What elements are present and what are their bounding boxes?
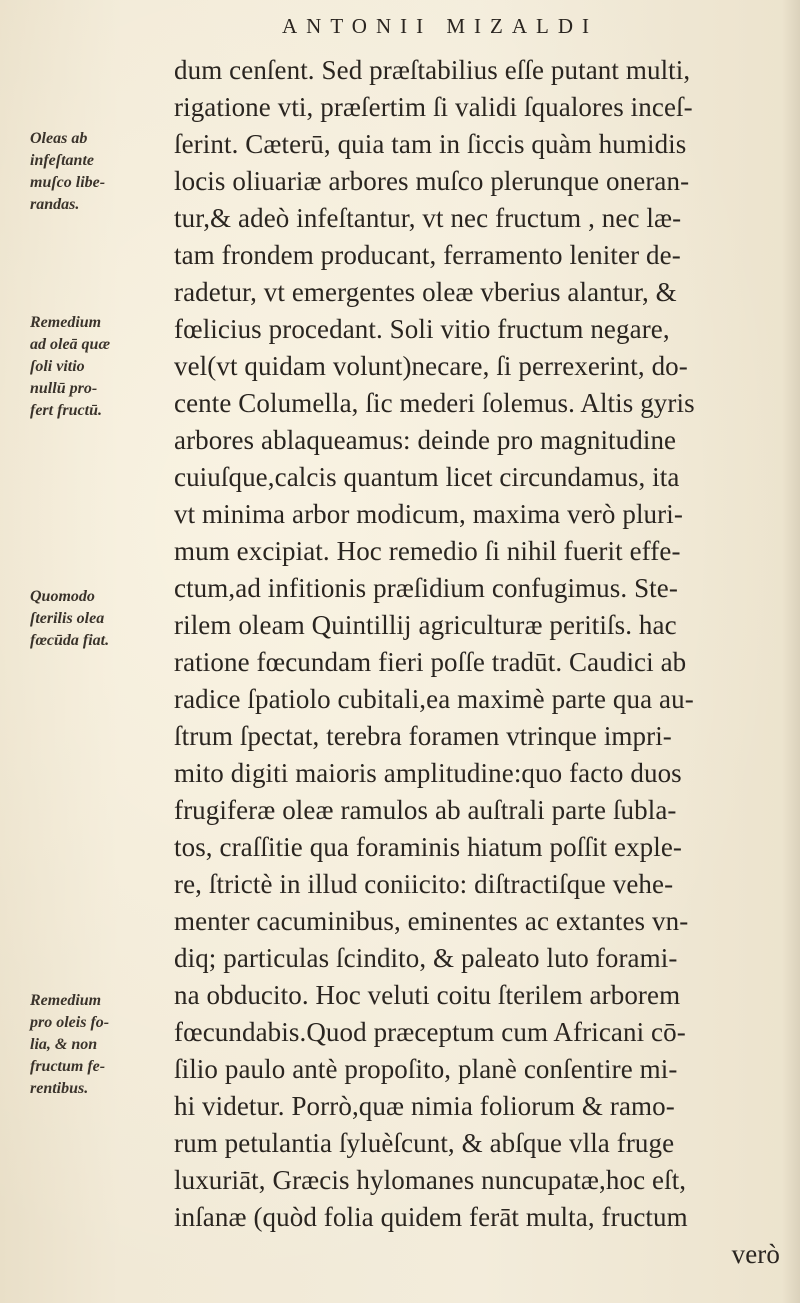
text-line: ſtrum ſpectat, terebra foramen vtrinque impri- bbox=[174, 721, 672, 751]
text-line: frugiferæ oleæ ramulos ab auſtrali parte ſubla- bbox=[174, 795, 677, 825]
text-line: luxuriāt, Græcis hylomanes nuncupatæ,hoc eſt, bbox=[174, 1165, 687, 1195]
text-line: hi videtur. Porrò,quæ nimia foliorum & ramo- bbox=[174, 1091, 675, 1121]
marginal-line: nullū pro- bbox=[30, 380, 98, 397]
marginal-note bbox=[30, 312, 170, 422]
marginal-line: ad oleā quæ bbox=[30, 336, 110, 353]
text-line: inſanæ (quòd folia quidem ferāt multa, fructum bbox=[174, 1202, 688, 1232]
marginal-line: ſoli vitio bbox=[30, 358, 85, 375]
marginal-line: muſco libe- bbox=[30, 174, 106, 191]
catchword: verò bbox=[731, 1239, 780, 1269]
marginal-line: Quomodo bbox=[30, 588, 95, 605]
text-line: rigatione vti, præſertim ſi validi ſqualores inceſ- bbox=[174, 92, 693, 122]
marginal-line: fructum fe- bbox=[30, 1058, 106, 1075]
text-line: ſerint. Cæterū, quia tam in ſiccis quàm humidis bbox=[174, 129, 687, 159]
text-line: tam frondem producant, ferramento leniter de- bbox=[174, 240, 681, 270]
text-line: fœlicius procedant. Soli vitio fructum negare, bbox=[174, 314, 670, 344]
running-head: ANTONII MIZALDI bbox=[282, 14, 598, 38]
body-text bbox=[174, 52, 780, 1273]
marginal-line: fœcūda fiat. bbox=[30, 632, 110, 649]
marginal-line: Remedium bbox=[30, 992, 102, 1009]
text-line: fœcundabis.Quod præceptum cum Africani cō- bbox=[174, 1017, 686, 1047]
text-line: tos, craſſitie qua foraminis hiatum poſſit exple- bbox=[174, 832, 683, 862]
marginal-line: ſterilis olea bbox=[30, 610, 105, 627]
text-line: dum cenſent. Sed præſtabilius eſſe putant multi, bbox=[174, 55, 691, 85]
marginal-note bbox=[30, 128, 170, 216]
text-line: rilem oleam Quintillij agriculturæ peritiſs. hac bbox=[174, 610, 677, 640]
text-line: arbores ablaqueamus: deinde pro magnitudine bbox=[174, 425, 677, 455]
text-line: mum excipiat. Hoc remedio ſi nihil fuerit effe- bbox=[174, 536, 681, 566]
text-line: cente Columella, ſic mederi ſolemus. Altis gyris bbox=[174, 388, 695, 418]
marginal-line: randas. bbox=[30, 196, 80, 213]
text-line: cuiuſque,calcis quantum licet circundamus, ita bbox=[174, 462, 680, 492]
marginal-note bbox=[30, 990, 170, 1100]
marginal-line: fert fructū. bbox=[30, 402, 102, 419]
text-line: diq; particulas ſcindito, & paleato luto forami- bbox=[174, 943, 678, 973]
text-line: mito digiti maioris amplitudine:quo facto duos bbox=[174, 758, 682, 788]
text-line: menter cacuminibus, eminentes ac extantes vn- bbox=[174, 906, 689, 936]
text-line: radice ſpatiolo cubitali,ea maximè parte qua au- bbox=[174, 684, 694, 714]
text-line: locis oliuariæ arbores muſco plerunque oneran- bbox=[174, 166, 690, 196]
text-line: ſilio paulo antè propoſito, planè conſentire mi- bbox=[174, 1054, 678, 1084]
marginal-line: Oleas ab bbox=[30, 130, 88, 147]
text-line: re, ſtrictè in illud coniicito: diſtractiſque vehe- bbox=[174, 869, 674, 899]
marginal-line: rentibus. bbox=[30, 1080, 89, 1097]
marginal-line: infeſtante bbox=[30, 152, 94, 169]
text-line: vt minima arbor modicum, maxima verò pluri- bbox=[174, 499, 683, 529]
marginal-line: lia, & non bbox=[30, 1036, 98, 1053]
marginal-note bbox=[30, 586, 170, 652]
marginal-line: Remedium bbox=[30, 314, 102, 331]
text-line: vel(vt quidam volunt)necare, ſi perrexerint, do- bbox=[174, 351, 688, 381]
text-line: ratione fœcundam fieri poſſe tradūt. Caudici ab bbox=[174, 647, 687, 677]
text-line: rum petulantia ſyluèſcunt, & abſque vlla fruge bbox=[174, 1128, 675, 1158]
text-line: na obducito. Hoc veluti coitu ſterilem arborem bbox=[174, 980, 681, 1010]
text-line: tur,& adeò infeſtantur, vt nec fructum , nec læ- bbox=[174, 203, 682, 233]
text-line: radetur, vt emergentes oleæ vberius alantur, & bbox=[174, 277, 677, 307]
text-line: ctum,ad infitionis præſidium confugimus. Ste- bbox=[174, 573, 678, 603]
page-edge-shadow bbox=[782, 0, 800, 1303]
marginal-line: pro oleis fo- bbox=[30, 1014, 110, 1031]
